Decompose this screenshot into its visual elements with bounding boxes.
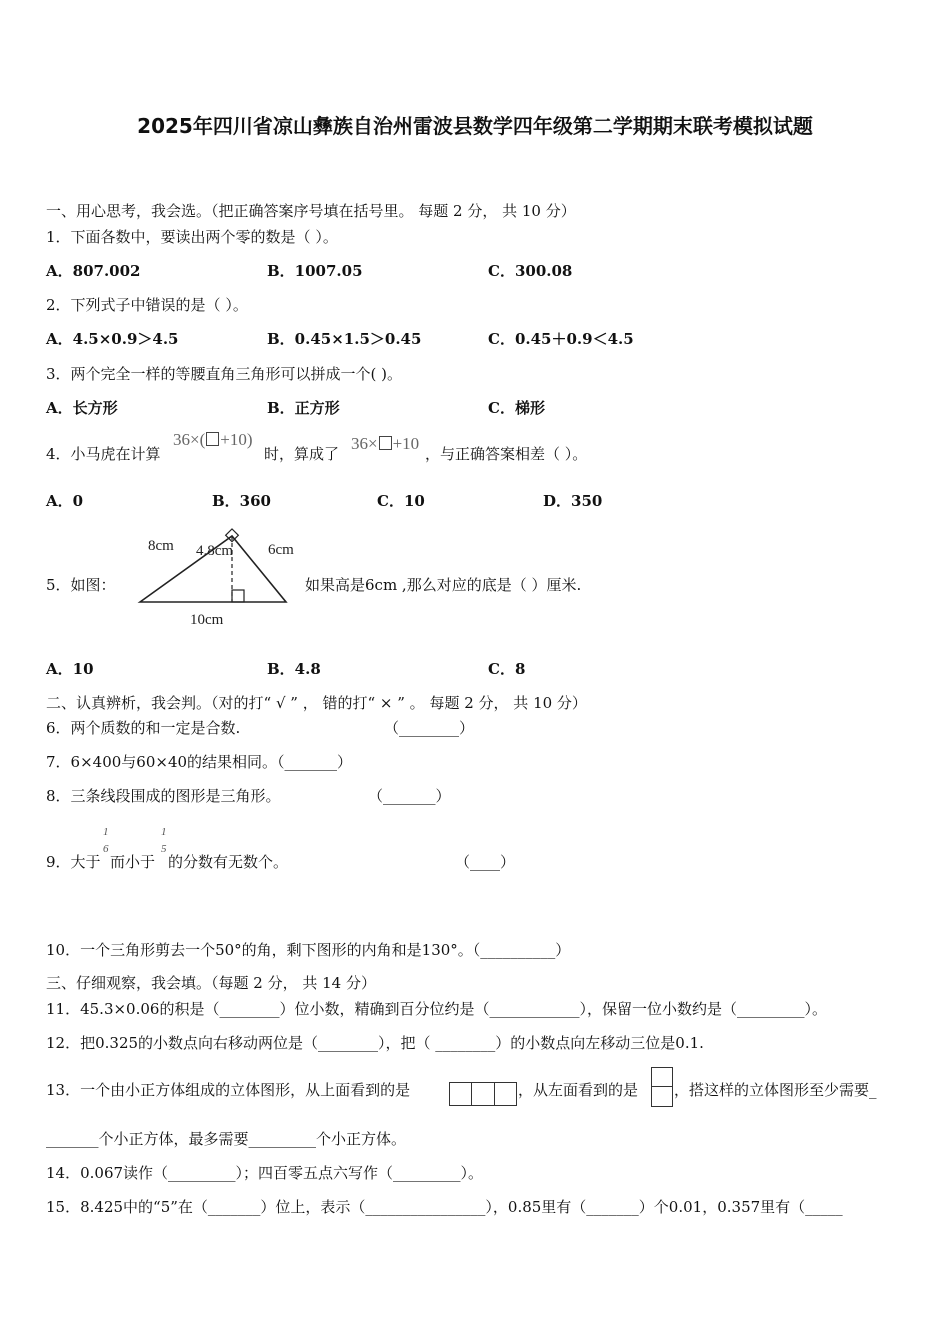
- page-title: 2025年四川省凉山彝族自治州雷波县数学四年级第二学期期末联考模拟试题: [137, 114, 813, 138]
- q8-answer-blank[interactable]: （_______）: [368, 787, 451, 805]
- q5-text-pre: 5．如图：: [46, 576, 116, 594]
- label-base: 10cm: [190, 612, 224, 628]
- q4-text-post: ，与正确答案相差（ ）。: [425, 445, 588, 463]
- q4-text-pre: 4．小马虎在计算: [46, 445, 161, 463]
- q5-text-post: 如果高是6cm ,那么对应的底是（ ）厘米.: [305, 576, 582, 594]
- label-right-side: 6cm: [268, 542, 294, 558]
- top-view-grid: [449, 1082, 517, 1106]
- q9-text-mid: 而小于: [110, 853, 156, 871]
- blank-box-icon: [379, 436, 392, 450]
- q13-text-mid: ，从左面看到的是: [518, 1081, 639, 1099]
- section-2-heading: 二、认真辨析，我会判。（对的打“ √ ” ， 错的打“ × ” 。 每题 2 分， 共 10 分）: [46, 694, 587, 712]
- q6-text: 6．两个质数的和一定是合数.: [46, 719, 241, 737]
- fraction-one-sixth-denominator: 6: [103, 843, 109, 855]
- fraction-one-fifth-numerator: 1: [161, 826, 167, 838]
- right-angle-mark-base: [232, 590, 244, 602]
- left-view-grid: [651, 1067, 673, 1107]
- q3-option-b: B．正方形: [267, 399, 340, 417]
- blank-box-icon: [206, 432, 219, 446]
- q9-text-pre: 9．大于: [46, 853, 101, 871]
- q13-text-post: ，搭这样的立体图形至少需要_: [674, 1081, 877, 1099]
- q4-expression-wrong: 36× +10: [351, 434, 420, 453]
- q15-text: 15．8.425中的“5”在（_______）位上，表示（________________），0.85里有（_______）个0.01，0.357里有（_____: [46, 1198, 843, 1216]
- q7-text: 7．6×400与60×40的结果相同。（_______）: [46, 753, 353, 771]
- section-3-heading: 三、仔细观察，我会填。（每题 2 分， 共 14 分）: [46, 974, 376, 992]
- q8-text: 8．三条线段围成的图形是三角形。: [46, 787, 281, 805]
- q1-option-a: A．807.002: [46, 262, 141, 280]
- q3-option-a: A．长方形: [46, 399, 118, 417]
- q11-text: 11．45.3×0.06的积是（________）位小数，精确到百分位约是（____________），保留一位小数约是（_________）。: [46, 1000, 827, 1018]
- q9-answer-blank[interactable]: （____）: [455, 853, 516, 871]
- q1-option-c: C．300.08: [488, 262, 573, 280]
- q2-option-a: A．4.5×0.9＞4.5: [46, 330, 179, 348]
- section-1-heading: 一、用心思考，我会选。（把正确答案序号填在括号里。 每题 2 分， 共 10 分）: [46, 202, 576, 220]
- q4-option-d: D．350: [543, 492, 603, 510]
- q12-text: 12．把0.325的小数点向右移动两位是（________），把（ ________）的小数点向左移动三位是0.1.: [46, 1034, 704, 1052]
- q6-answer-blank[interactable]: （________）: [384, 719, 475, 737]
- q4-option-a: A．0: [46, 492, 84, 510]
- label-height: 4.8cm: [196, 543, 234, 559]
- q4-expression-correct: 36×( +10): [173, 430, 253, 449]
- fraction-one-fifth-denominator: 5: [161, 843, 167, 855]
- q4-text-mid: 时，算成了: [264, 445, 340, 463]
- label-left-side: 8cm: [148, 538, 174, 554]
- q9-text-post: 的分数有无数个。: [168, 853, 289, 871]
- q13-text-pre: 13．一个由小正方体组成的立体图形，从上面看到的是: [46, 1081, 411, 1099]
- triangle-figure: [130, 528, 305, 630]
- q5-option-c: C．8: [488, 660, 526, 678]
- q1-text: 1．下面各数中，要读出两个零的数是（ ）。: [46, 228, 338, 246]
- q14-text: 14．0.067读作（_________）；四百零五点六写作（_________）。: [46, 1164, 484, 1182]
- q5-option-b: B．4.8: [267, 660, 321, 678]
- q3-text: 3．两个完全一样的等腰直角三角形可以拼成一个( )。: [46, 365, 403, 383]
- q5-option-a: A．10: [46, 660, 94, 678]
- q2-option-b: B．0.45×1.5＞0.45: [267, 330, 422, 348]
- q2-text: 2．下列式子中错误的是（ ）。: [46, 296, 248, 314]
- q4-option-b: B．360: [212, 492, 271, 510]
- q4-option-c: C．10: [377, 492, 425, 510]
- q2-option-c: C．0.45＋0.9＜4.5: [488, 330, 634, 348]
- fraction-one-sixth-numerator: 1: [103, 826, 109, 838]
- q1-option-b: B．1007.05: [267, 262, 363, 280]
- q13-text-line2: _______个小正方体，最多需要_________个小正方体。: [46, 1130, 407, 1148]
- q10-text: 10．一个三角形剪去一个50°的角，剩下图形的内角和是130°。（__________）: [46, 941, 571, 959]
- q3-option-c: C．梯形: [488, 399, 545, 417]
